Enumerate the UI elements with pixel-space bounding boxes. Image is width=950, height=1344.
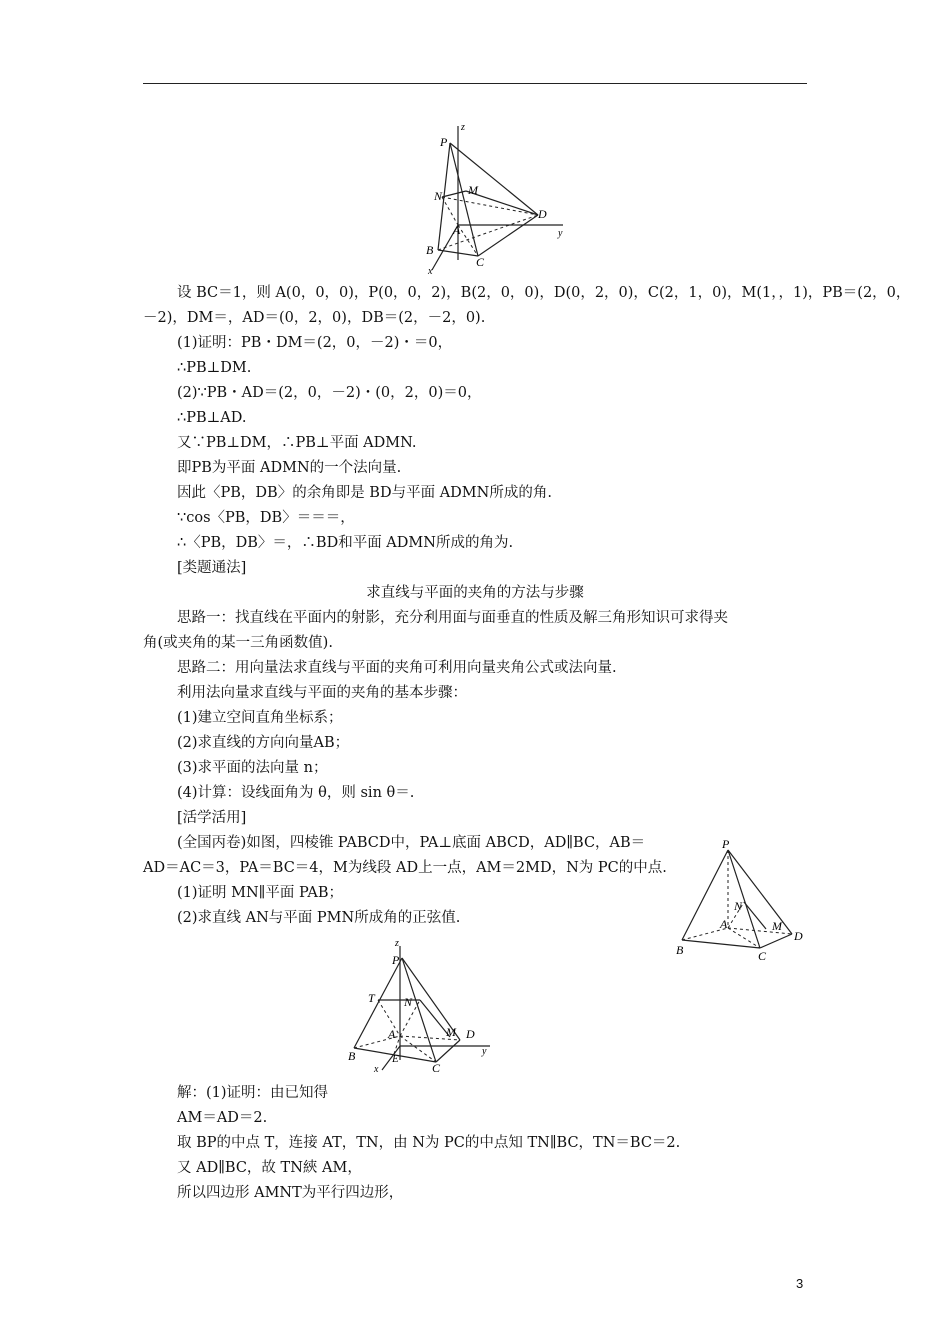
section-label: [类题通法] — [177, 560, 247, 576]
figure-pyramid-2 — [668, 836, 818, 962]
text-line: (1)建立空间直角坐标系； — [177, 710, 343, 726]
label-N: N — [434, 189, 443, 203]
text-line: (2)求直线的方向向量AB； — [177, 735, 350, 751]
text-line: 思路二：用向量法求直线与平面的夹角可利用向量夹角公式或法向量. — [177, 660, 617, 676]
figure-2-svg — [668, 836, 818, 962]
label-N: N — [734, 899, 743, 913]
text-line: (1)证明：PB・DM＝(2，0，－2)・＝0， — [177, 335, 453, 351]
label-B: B — [676, 943, 684, 957]
label-E: E — [392, 1053, 399, 1065]
text-line: 设 BC＝1，则 A(0，0，0)，P(0，0，2)，B(2，0，0)，D(0，2，0)，C(2，1，0)，M(1，，1)，PB＝(2，0， — [177, 285, 911, 301]
text-line: ∴〈PB，DB〉＝，∴BD和平面 ADMN所成的角为. — [177, 535, 514, 551]
figure-3-svg — [340, 940, 500, 1074]
label-D: D — [794, 929, 803, 943]
text-line: －2)，DM＝，AD＝(0，2，0)，DB＝(2，－2，0). — [143, 310, 486, 326]
section-heading: 求直线与平面的夹角的方法与步骤 — [366, 585, 584, 601]
label-N: N — [404, 995, 413, 1009]
text-line: ∴PB⊥DM. — [177, 360, 252, 376]
text-line: 即PB为平面 ADMN的一个法向量. — [177, 460, 402, 476]
text-line: (2)∵PB・AD＝(2，0，－2)・(0，2，0)＝0， — [177, 385, 482, 401]
text-line: ∴PB⊥AD. — [177, 410, 247, 426]
label-x: x — [374, 1064, 379, 1074]
text-line: (3)求平面的法向量 n； — [177, 760, 328, 776]
label-M: M — [468, 183, 478, 197]
label-y: y — [558, 228, 563, 239]
label-z: z — [395, 940, 399, 949]
label-M: M — [446, 1025, 456, 1039]
label-y: y — [482, 1046, 487, 1057]
text-line: ∵cos〈PB，DB〉＝＝＝， — [177, 510, 355, 526]
label-A: A — [720, 917, 728, 931]
text-line: (2)求直线 AN与平面 PMN所成角的正弦值. — [177, 910, 461, 926]
figure-1-svg — [418, 118, 578, 278]
label-T: T — [368, 991, 375, 1005]
page-number: 3 — [796, 1276, 804, 1291]
section-label: [活学活用] — [177, 810, 247, 826]
label-x: x — [428, 266, 433, 277]
text-line: 角(或夹角的某一三角函数值). — [143, 635, 333, 651]
label-C: C — [476, 255, 485, 269]
label-D: D — [538, 207, 547, 221]
text-line: 所以四边形 AMNT为平行四边形， — [177, 1185, 404, 1201]
header-rule — [143, 83, 807, 84]
text-line: (全国丙卷)如图，四棱锥 PABCD中，PA⊥底面 ABCD，AD∥BC，AB＝ — [177, 835, 646, 851]
figure-pyramid-axes-3 — [340, 940, 500, 1074]
text-line: 又∵PB⊥DM，∴PB⊥平面 ADMN. — [177, 435, 417, 451]
label-C: C — [758, 949, 767, 962]
text-line: AM＝AD＝2. — [177, 1110, 268, 1126]
text-line: 取 BP的中点 T，连接 AT，TN，由 N为 PC的中点知 TN∥BC，TN＝BC＝2. — [177, 1135, 681, 1151]
label-M: M — [772, 919, 782, 933]
text-line: 利用法向量求直线与平面的夹角的基本步骤： — [177, 685, 467, 701]
label-B: B — [348, 1049, 356, 1063]
text-line: 解：(1)证明：由已知得 — [177, 1085, 329, 1101]
label-B: B — [426, 243, 434, 257]
figure-pyramid-axes-1 — [418, 118, 578, 278]
label-P: P — [722, 837, 730, 851]
text-line: (1)证明 MN∥平面 PAB； — [177, 885, 344, 901]
label-P: P — [440, 135, 448, 149]
text-line: 又 AD∥BC，故 TN綊 AM， — [177, 1160, 362, 1176]
label-C: C — [432, 1061, 441, 1074]
text-line: 因此〈PB，DB〉的余角即是 BD与平面 ADMN所成的角. — [177, 485, 552, 501]
label-A: A — [453, 223, 461, 237]
text-line: 思路一：找直线在平面内的射影，充分利用面与面垂直的性质及解三角形知识可求得夹 — [177, 610, 728, 626]
label-D: D — [466, 1027, 475, 1041]
label-z: z — [461, 122, 465, 133]
text-line: (4)计算：设线面角为 θ，则 sin θ＝. — [177, 785, 415, 801]
label-A: A — [388, 1027, 396, 1041]
label-P: P — [392, 953, 400, 967]
text-line: AD＝AC＝3，PA＝BC＝4，M为线段 AD上一点，AM＝2MD，N为 PC的中点. — [143, 860, 667, 876]
